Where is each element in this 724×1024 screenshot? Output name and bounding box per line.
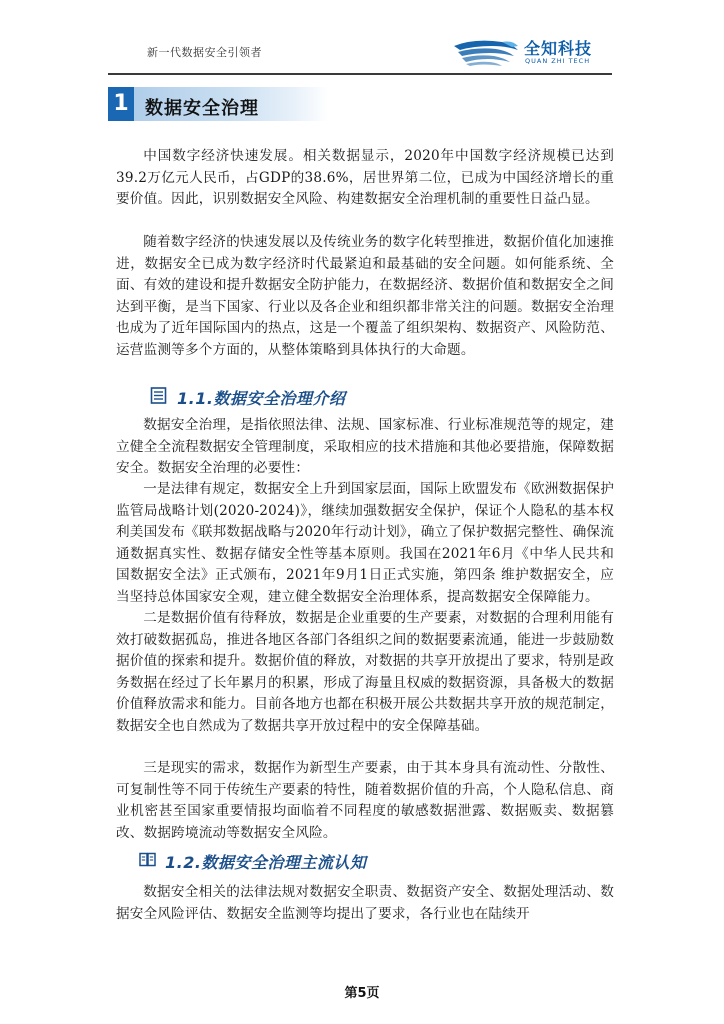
logo-chinese-text: 全知科技 xyxy=(524,39,593,58)
header-tagline: 新一代数据安全引领者 xyxy=(147,46,262,59)
intro-paragraph-1: 中国数字经济快速发展。相关数据显示，2020年中国数字经济规模已达到39.2万亿元人民币，占GDP的38.6%，居世界第二位，已成为中国经济增长的重要价值。因此，识别数据安全风险、构建数据安全治理机制的重要性日益凸显。 xyxy=(116,148,614,207)
document-list-icon xyxy=(150,387,167,404)
sub1-paragraph-4: 三是现实的需求，数据作为新型生产要素，由于其本身具有流动性、分散性、可复制性等不同于传统生产要素的特性，随着数据价值的升高，个人隐私信息、商业机密甚至国家重要情报均面临着不同程度的敏感数据泄露、数据贩卖、数据篡改、数据跨境流动等数据安全风险。 xyxy=(116,760,614,841)
intro-paragraph-2: 随着数字经济的快速发展以及传统业务的数字化转型推进，数据价值化加速推进，数据安全已成为数字经济时代最紧迫和最基础的安全问题。如何能系统、全面、有效的建设和提升数据安全防护能力，在数据经济、数据价值和数据安全之间达到平衡，是当下国家、行业以及各企业和组织都非常关注的问题。数据安全治理也成为了近年国际国内的热点，这是一个覆盖了组织架构、数据资产、风险防范、运营监测等多个方面的，从整体策略到具体执行的大命题。 xyxy=(116,234,614,358)
sub1-paragraph-1: 数据安全治理，是指依照法律、法规、国家标准、行业标准规范等的规定，建立健全全流程数据安全管理制度，采取相应的技术措施和其他必要措施，保障数据安全。数据安全治理的必要性： xyxy=(116,417,614,476)
company-logo xyxy=(452,36,592,70)
subsection-title-1-2: 1.2.数据安全治理主流认知 xyxy=(165,853,367,872)
section-title: 数据安全治理 xyxy=(145,98,259,119)
section-number-badge: 1 xyxy=(108,87,134,121)
header-divider xyxy=(108,73,612,75)
subsection-title-1-1: 1.1.数据安全治理介绍 xyxy=(177,389,346,408)
logo-bird-icon xyxy=(452,36,520,68)
page-number: 第5页 xyxy=(344,986,380,1001)
open-book-icon xyxy=(139,851,156,868)
logo-english-text: QUAN ZHI TECH xyxy=(525,57,591,65)
sub2-paragraph-1: 数据安全相关的法律法规对数据安全职责、数据资产安全、数据处理活动、数据安全风险评估、数据安全监测等均提出了要求，各行业也在陆续开 xyxy=(116,884,614,922)
sub1-paragraph-3: 二是数据价值有待释放，数据是企业重要的生产要素，对数据的合理利用能有效打破数据孤岛，推进各地区各部门各组织之间的数据要素流通，能进一步鼓励数据价值的探索和提升。数据价值的释放，对数据的共享开放提出了要求，特别是政务数据在经过了长年累月的积累，形成了海量且权威的数据资源，具备极大的数据价值释放需求和能力。目前各地方也都在积极开展公共数据共享开放的规范制定，数据安全也自然成为了数据共享开放过程中的安全保障基础。 xyxy=(116,610,614,734)
sub1-paragraph-2: 一是法律有规定，数据安全上升到国家层面，国际上欧盟发布《欧洲数据保护监管局战略计划(2020-2024)》，继续加强数据安全保护，保证个人隐私的基本权利美国发布《联邦数据战略与2020年行动计划》，确立了保护数据完整性、确保流通数据真实性、数据存储安全性等基本原则。我国在2021年6月《中华人民共和国数据安全法》正式颁布，2021年9月1日正式实施，第四条 维护数据安全，应当坚持总体国家安全观，建立健全数据安全治理体系，提高数据安全保障能力。 xyxy=(116,481,614,605)
